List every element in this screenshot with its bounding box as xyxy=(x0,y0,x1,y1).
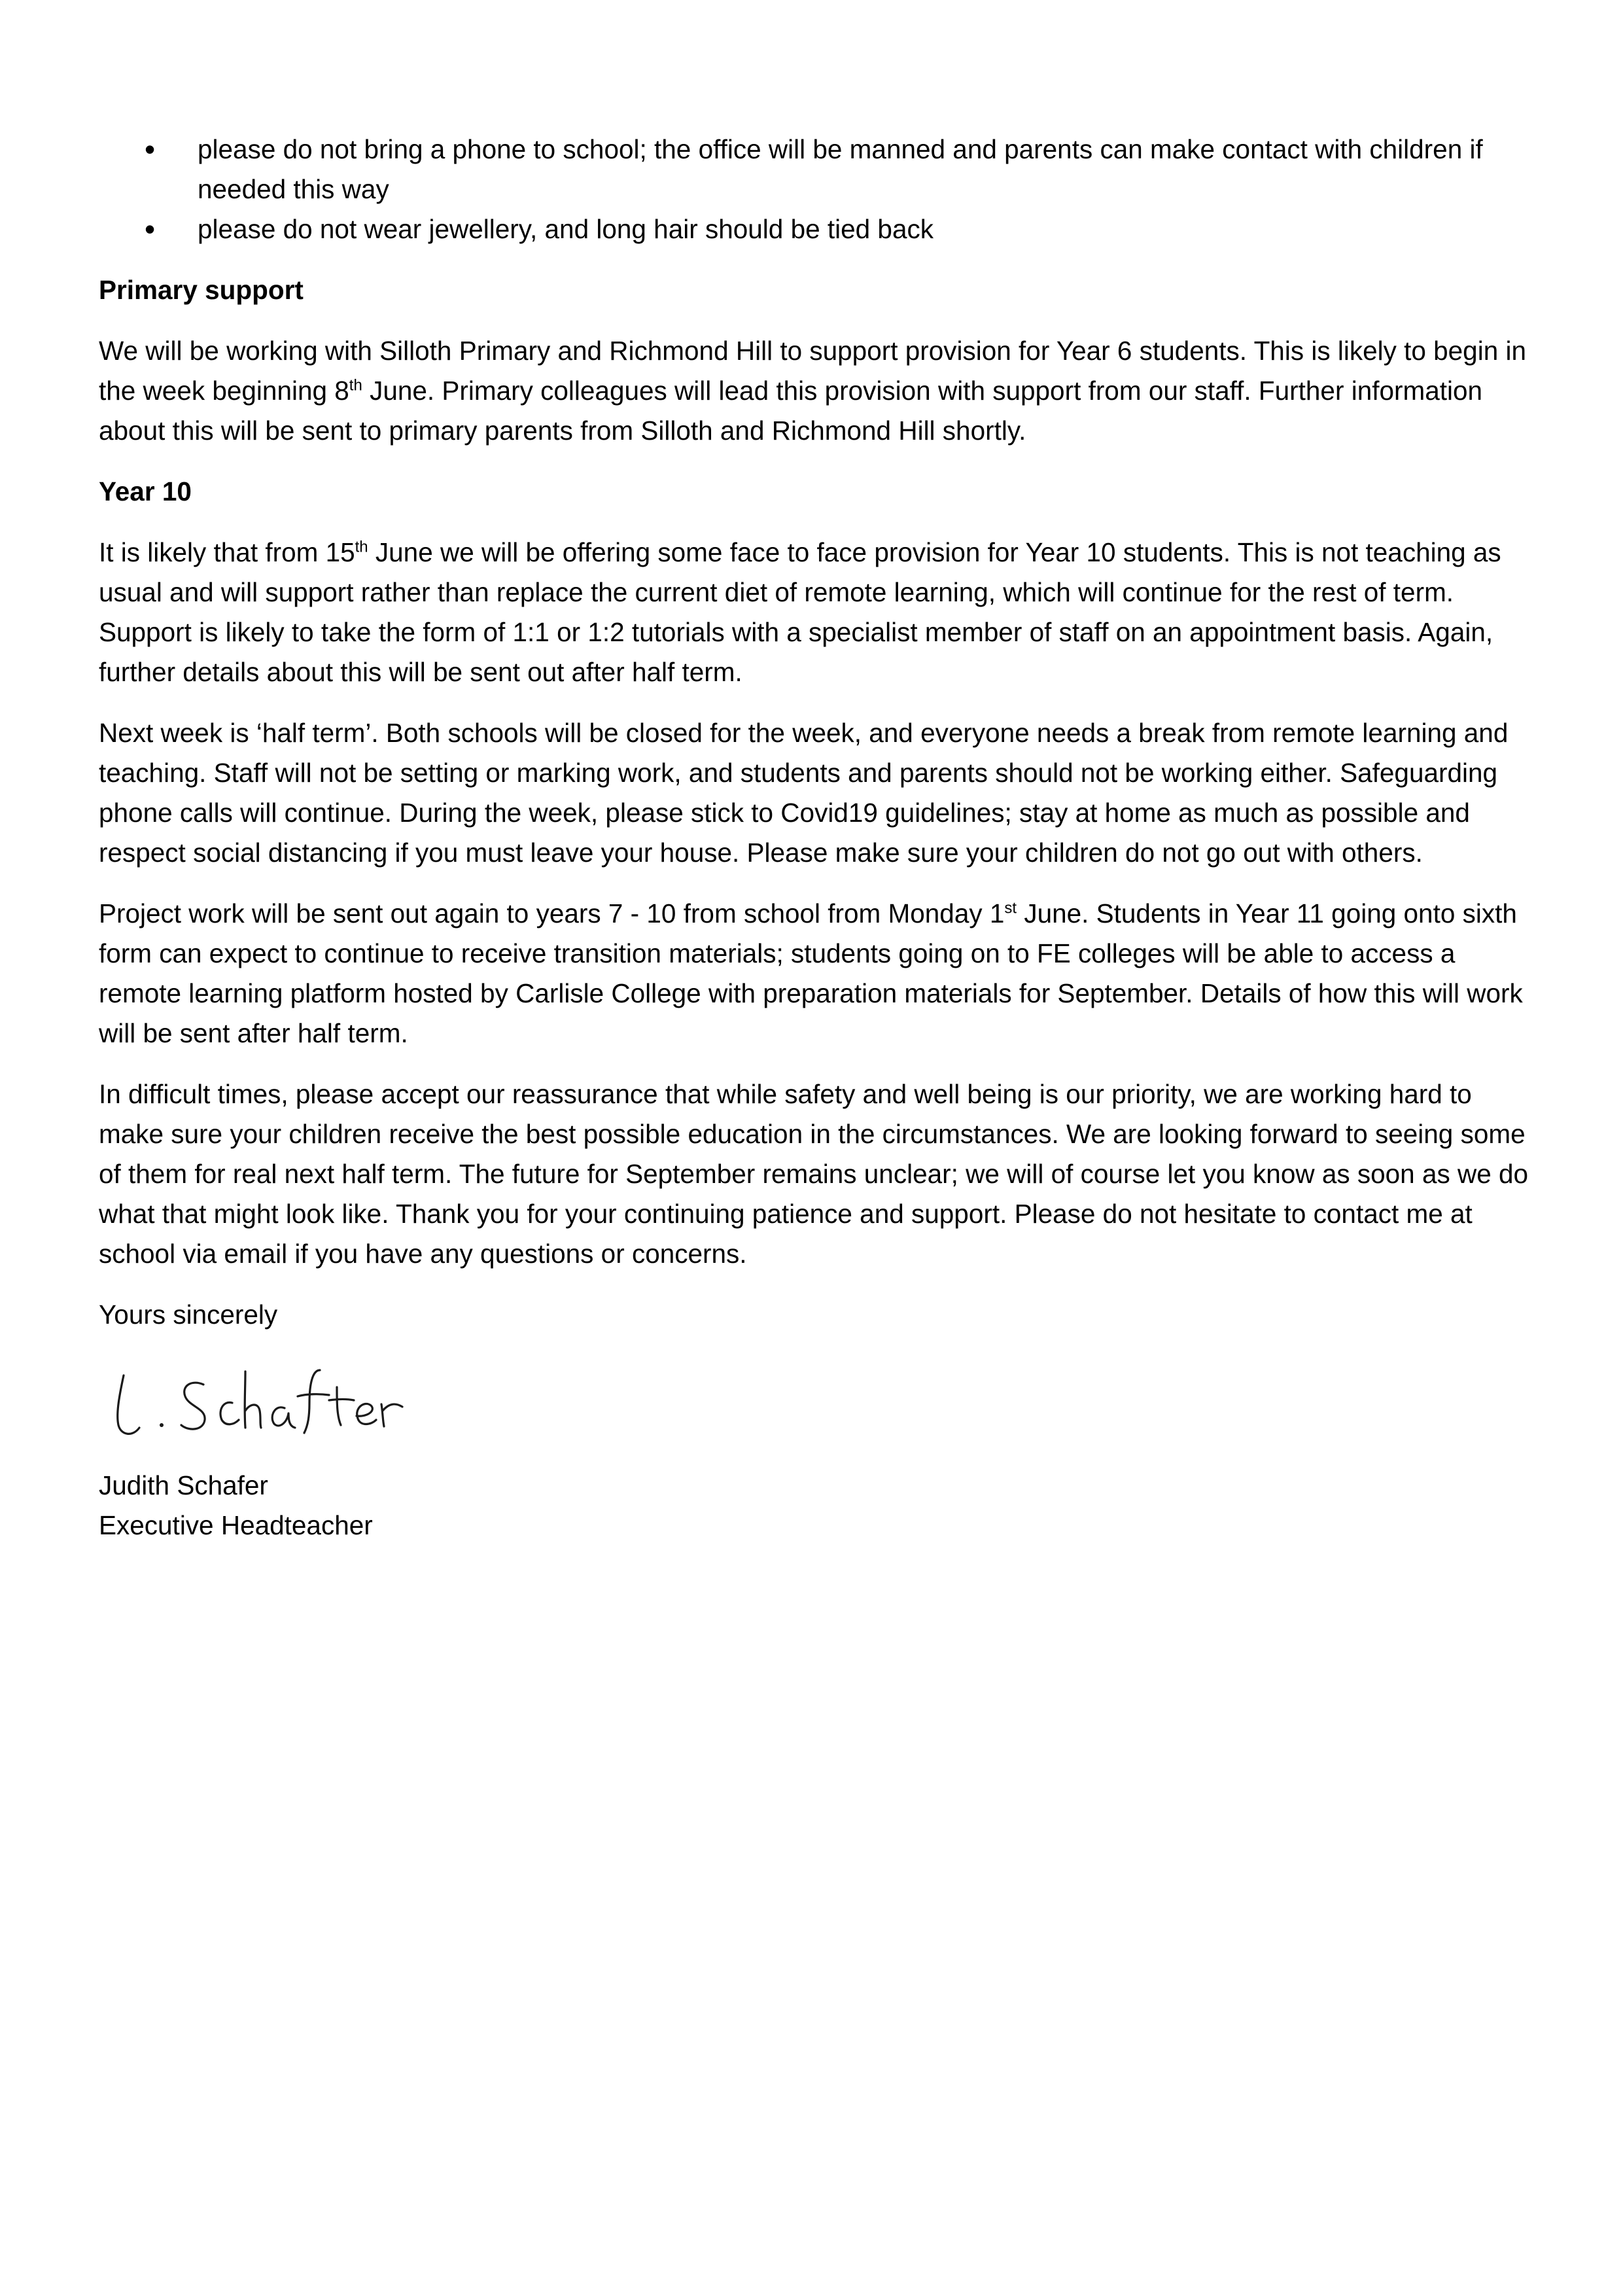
half-term-paragraph: Next week is ‘half term’. Both schools will be closed for the week, and everyone needs a break from remote learning and teaching. Staff will not be setting or marking work, and students and parents should not be working either. Safeguarding phone calls will continue. During the week, please stick to Covid19 guidelines; stay at home as much as possible and respect social distancing if you must leave your house. Please make sure your children do not go out with others. xyxy=(99,718,1509,868)
superscript: th xyxy=(355,538,368,556)
signer-name: Judith Schafer xyxy=(99,1470,268,1500)
signoff: Yours sincerely xyxy=(99,1299,278,1330)
superscript: th xyxy=(349,376,362,395)
guidance-bullet-list xyxy=(99,130,1535,249)
primary-support-heading: Primary support xyxy=(99,275,304,305)
primary-support-paragraph: We will be working with Silloth Primary and Richmond Hill to support provision for Year 6 students. This is likely to begin in the week beginning 8th June. Primary colleagues will lead this provision with support from our staff. Further information about this will be sent to primary parents from Silloth and Richmond Hill shortly. xyxy=(99,336,1526,446)
bullet-item-jewellery: • please do not wear jewellery, and long hair should be tied back xyxy=(99,209,1535,249)
project-work-paragraph: Project work will be sent out again to years 7 - 10 from school from Monday 1st June. Students in Year 11 going onto sixth form can expect to continue to receive transition materials; students going on to FE colleges will be able to access a remote learning platform hosted by Carlisle College with preparation materials for September. Details of how this will work will be sent after half term. xyxy=(99,898,1523,1048)
year-10-paragraph: It is likely that from 15th June we will be offering some face to face provision for Year 10 students. This is not teaching as usual and will support rather than replace the current diet of remote learning, which will continue for the rest of term. Support is likely to take the form of 1:1 or 1:2 tutorials with a specialist member of staff on an appointment basis. Again, further details about this will be sent out after half term. xyxy=(99,537,1501,687)
signature-image xyxy=(94,1348,427,1446)
signer-title: Executive Headteacher xyxy=(99,1510,373,1540)
bullet-item-phone: • please do not bring a phone to school; the office will be manned and parents can make contact with children if needed this way xyxy=(99,130,1535,209)
year-10-heading: Year 10 xyxy=(99,476,192,506)
closing-paragraph: In difficult times, please accept our reassurance that while safety and well being is our priority, we are working hard to make sure your children receive the best possible education in the circumstances. We are looking forward to seeing some of them for real next half term. The future for September remains unclear; we will of course let you know as soon as we do what that might look like. Thank you for your continuing patience and support. Please do not hesitate to contact me at school via email if you have any questions or concerns. xyxy=(99,1079,1529,1269)
superscript: st xyxy=(1004,899,1017,917)
letter-page xyxy=(99,130,1535,1545)
